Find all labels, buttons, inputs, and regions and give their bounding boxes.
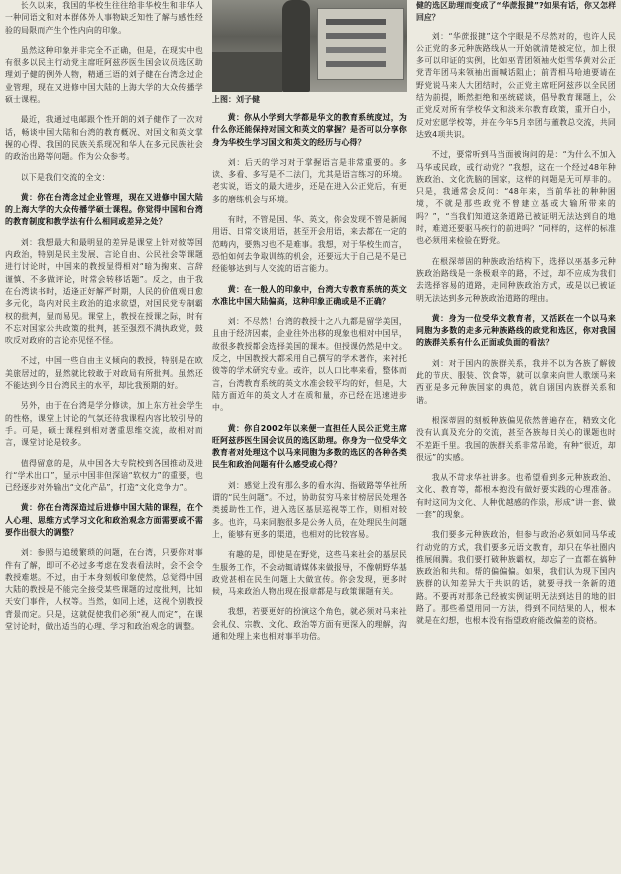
question-paragraph: 黄：你从小学到大学都是华文的教育系统度过，为什么你还能保持对国文和英文的掌握？是否可以分享你身为华校生学习国文和英文的经历与心得？ [212, 113, 407, 147]
answer-paragraph: 我们要多元种族政治，但参与政治必须如同马华或行动党的方式，我们要多元语文教育，却只在华社圈内推展闹腾。我们要打破种族霸权，却忘了一直都在搞种族政治和共和。帮的偏偏偏。如果，我们认为现下国内族群的认知差异大于共识的话，就要寻找一条新的道路。不要再对那条已经被实例证明无法到达目的地的旧路了。那些希望用同一方法，得到不同结果的人，根本就是在幻想，也根本没有指望政府能改偏差的资格。 [416, 530, 616, 626]
answer-paragraph: 不过，要常听到马当面被询问的是：“为什么不加入马华或民政，或行动党？”我想，这在一个经过48年种族政治、文化洗脑的国家，这样的问题是无可厚非的。只是，我通常会反问：“48年来，当前华社的种种困境，不就是那些政党不曾建立基或大输所带来的吗？”，“当我们知道这条道路已被证明无法达到自的地时，难道还要驱马疾行的前进吗？”同样的，这样的标准也必须用来检验在野党。 [416, 150, 616, 246]
question-paragraph: 黄：身为一位受华文教育者，又活跃在一个以马来同胞为多数的走多元种族路线的政党和选区，你对我国的族群关系有什么正面或负面的看法？ [416, 313, 616, 348]
answer-paragraph: 值得留意的是，从中国各大专院校到各国推动及进行“学术出口”，显示中国非但深谙“软权力”的重要，也已经逐步对外输出“文化产品”，打造“文化竞争力”。 [5, 458, 203, 493]
answer-paragraph: 长久以来，我国的华校生往往给非华校生和非华人一种同语文和对本群体外人事物缺乏知性了解与感性经验的局限而产生个性内向的印象。 [5, 1, 203, 35]
answer-paragraph: 刘：参照与追缓繁琐的问题，在台湾，只要你对事件有了解，即可不必过多考虑在发表看法时，会不会令教授难堪。不过，由于本身刻板印象使然，总觉得中国大陆的教授是不能完全接受某些课题的过度批判，比如天安门事件，人权等。当然，如同上述，这视个别教授背景而定。只是，这就促使我们必须“视人而定”，在课堂讨论时，做出适当的心理、学习和政治观念的调整。 [5, 548, 203, 632]
column-right [416, 0, 616, 874]
question-paragraph: 黄：你在台湾深造过后进修中国大陆的课程，在个人心理、思维方式学习文化和政治观念方面需要或不需要作出很大的调整？ [5, 503, 203, 537]
column-middle-body [212, 112, 407, 643]
continued-question: 健的选区助理而变成了“华蔗报揵”?如果有话，你又怎样回应？ [416, 1, 616, 23]
answer-paragraph: 根深蒂固的刻板种族偏见依然普遍存在，精致文化没有认真及充分的交流，甚至各族每日关心的课题也时不差距千里。我国的族群关系非常吊诡，有种“很近，却很远”的实感。 [416, 415, 616, 462]
answer-paragraph: 不过，中国一些自由主义倾向的教授，特别是在欧美旅居过的，显然就比较敢于对政局有所批判。虽然还不能达到今日台湾民主的水平，却比我预期的好。 [5, 356, 203, 391]
answer-paragraph: 有趣的是，即使是在野党，这些马来社会的基层民生服务工作，不会动辄请媒体来做报导，不像朝野华基政党甚相在民生问题上大做宣传。你会发现，更多时候，马来政治人物出现在报章都是与政策课题有关。 [212, 550, 407, 597]
question-paragraph: 黄：你在台湾念过企业管理，现在又进修中国大陆的上海大学的大众传播学硕士课程。你觉得中国和台湾的教育制度和教学法有什么相同或差异之处？ [5, 192, 203, 227]
column-middle [212, 0, 407, 874]
photo-caption: 上图：刘子健 [212, 95, 260, 104]
portrait-photo [212, 0, 407, 92]
answer-paragraph: 刘：不尽然！台湾的教授十之八九都是留学美国，且由于经济因素，企业往外出移的现象也相对中国早，故很多教授都会选择美国的课本。但授课仍然是中文。反之，中国教授大都采用自己撰写的学术著作，来衬托彼等的学术研究专业。或许，以人口比率来看，整体而言，台湾教育系统的英文水准会较平均的好，但是，大陆方面近年的英文人才在质和量，亦已经在迅速进步中。 [212, 317, 407, 413]
answer-paragraph: 以下是我们交流的全文： [20, 172, 110, 182]
question-paragraph: 黄：你自2002年以来便一直担任人民公正党主席旺阿兹莎医生国会议员的选区助理。你身为一位受华文教育者对处理这个以马来同胞为多数的选区的各种各类民生和政治问题有什么感受或心得？ [212, 423, 407, 470]
answer-paragraph: 我从不苛求华社讲多。也希望看到多元种族政治、文化、教育等，都根本抱没有做好要实践的心理准备。有时这同为文化、人种优越感的作祟，形成“讲一套、做一套”的现象。 [416, 473, 616, 519]
answer-paragraph: 有时，不管是国、华、英文，你会发现不管是新闻用语、日常交谈用语，甚至开会用语，来去都在一定的范畴内，要熟习也不是难事。我想，对于华校生而言，恐怕如何去争取训练的机会，还要远大于自己是不是已经能够达到与人交流的语言能力。 [212, 215, 407, 274]
answer-paragraph: 我想，若要更好的扮演这个角色，就必须对马来社会礼仪、宗教、文化、政治等方面有更深入的理解，沟通和处理上来也相对事半功倍。 [212, 607, 407, 641]
question-paragraph: 黄：在一般人的印象中，台湾大专教育系统的英文水准比中国大陆偏高，这种印象正确或是不正确？ [212, 284, 407, 306]
answer-paragraph: 在根深蒂固的种族政治结构下，选择以巫基多元种族政治路线是一条极艰辛的路，不过，却不应成为我们去选择容易的道路，走同种族政治方式，或是以已被证明无法达到多元种族政治道路的理由。 [416, 256, 616, 303]
answer-paragraph: 刘：对于国内的族群关系，我并不以为各族了解彼此的节庆、服装、饮食等，就可以拿来向世人歌颂马来西亚是多元种族国家的典范，就自诩国内族群关系和谐。 [416, 358, 616, 405]
answer-paragraph: 另外，由于在台湾是学分修读，加上东方社会学生的性格，课堂上讨论的气氛还待我课程内容比较引导的手。可是，硕士课程到相对著重思维交流，故相对而言，课堂讨论是较多。 [5, 401, 203, 448]
photo-person [282, 0, 310, 92]
column-right-body [416, 31, 616, 628]
column-left [5, 0, 203, 874]
answer-paragraph: 刘：我想最大和最明显的差异是课堂上针对彼等国内政治，特别是民主发展、言论自由、公民社会等课题进行讨论时，中国来的教授显得相对“暗为掬束、言辞谨慎、不多做评论，时常会转移话题”。反之，由于我在台湾读书时，适逢正好解严时期，人民的价值观日愈多元化，岛内对民主政治的追求欲望，对国民党专制霸权的批判，显而易见。课堂上，教授在授课之际，时有不忘对国家公共政策的批判，甚至强烈不满执政党，鼓吹反对政府的言论亦见怪不怪。 [5, 237, 203, 346]
answer-paragraph: 刘：“华蔗报揵”这个字眼是不尽然对的，也许人民公正党的多元种族路线从一开始就清楚被定位，加上很多可以印证的实例，比如巫青团领袖火炬雪华黄对公正党青年团马来领袖出面喊话阻止；前青相马哈迪要请在野党说马来人大团结时，公正党主席旺阿兹莎以全民团结为前提，断然拒绝和巫统磋谈，倡导教育课题上，公正党反对所有学校华文和淡米尔教育政策，重开白小，反对宏愿学校等，并在今年5月幸团与董教总交流，共同达致4项共识。 [416, 31, 616, 139]
answer-paragraph: 刘：后天的学习对于掌握语言是非常重要的。多读、多看、多写是不二法门，尤其是语言练习的环境。老实说，语文的最大进步，还是在进入公正党后，有更多的磨练机会与环境。 [212, 157, 407, 204]
photo-banner [317, 8, 404, 80]
photo-podium [212, 52, 282, 92]
answer-paragraph: 虽然这种印象并非完全不正确，但是，在现实中也有很多以民主行动党主席旺阿兹莎医生国会议员选区助理刘子健的例外人物，精通三语的刘子健在台湾念过企业管理，现在又进修中国大陆的上海大学的大众传播学硕士课程。 [5, 45, 203, 105]
answer-paragraph: 刘：感觉上没有那么多的看水沟、指破路等华社所谓的“民生问题”。不过，协助贫穷马来甘榜居民处理各类援助性工作，进入选区基层巡视等工作，则相对较多。也许，马来同胞很多是公务人员，在处理民生问题上，能够有更多的渠道，也相对的比较容易。 [212, 480, 407, 539]
answer-paragraph: 最近，我通过电邮跟个性开朗的刘子健作了一次对话，畅谈中国大陆和台湾的教育概况、对国文和英文掌握的心得、我国的民族关系现况和华人在多元民族社会的政治出路等问题。作为公众参考。 [5, 115, 203, 162]
